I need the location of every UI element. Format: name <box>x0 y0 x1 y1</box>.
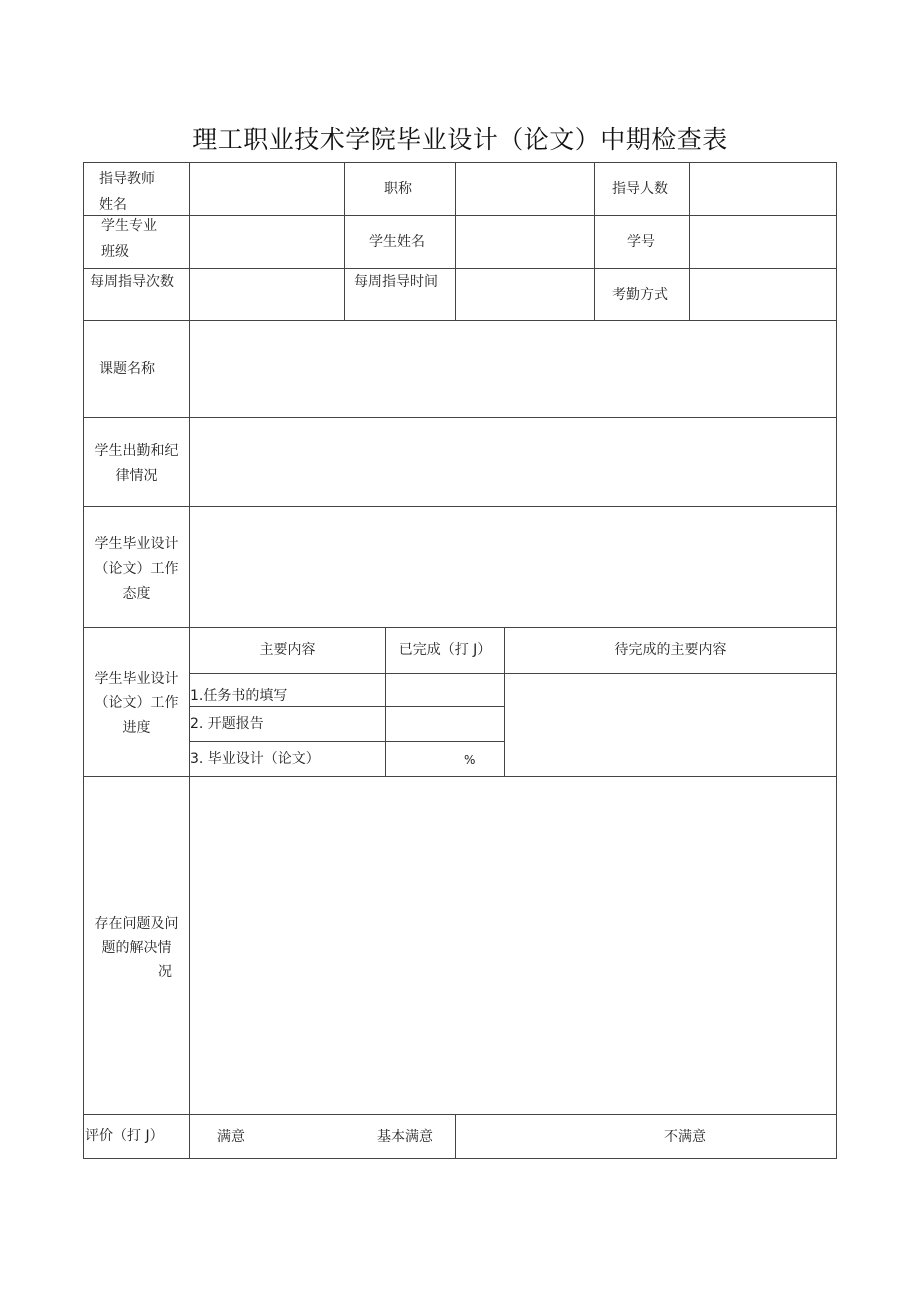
col-divider <box>594 162 595 321</box>
work-progress-label: 进度 <box>122 720 151 736</box>
advisor-name-label: 指导教师 <box>99 171 155 187</box>
progress-col-todo-header: 待完成的主要内容 <box>614 642 727 658</box>
progress-item: 1.任务书的填写 <box>190 688 288 704</box>
page-title: 理工职业技术学院毕业设计（论文）中期检查表 <box>192 125 728 154</box>
progress-item: 3. 毕业设计（论文） <box>190 751 320 767</box>
row-divider <box>83 1114 837 1115</box>
work-attitude-label: 态度 <box>122 586 151 602</box>
weekly-hours-field[interactable] <box>456 269 594 320</box>
weekly-times-label: 每周指导次数 <box>90 274 174 290</box>
progress-todo-field[interactable] <box>505 674 836 776</box>
evaluation-unsatisfied-option[interactable]: 不满意 <box>664 1129 706 1145</box>
progress-done-cell[interactable] <box>386 707 504 741</box>
weekly-times-field[interactable] <box>190 269 344 320</box>
weekly-hours-label: 每周指导时间 <box>354 274 438 290</box>
issues-label: 存在问题及问 <box>94 916 179 932</box>
work-progress-label: （论文）工作 <box>94 695 179 711</box>
attendance-discipline-label: 律情况 <box>115 468 158 484</box>
attendance-discipline-label: 学生出勤和纪 <box>94 443 179 459</box>
major-class-label: 班级 <box>101 244 129 260</box>
attendance-method-label: 考勤方式 <box>612 287 668 303</box>
issues-label: 况 <box>158 964 172 980</box>
work-progress-label: 学生毕业设计 <box>94 671 179 687</box>
major-class-field[interactable] <box>190 216 344 268</box>
evaluation-basically-satisfied-option[interactable]: 基本满意 <box>377 1129 433 1145</box>
col-divider <box>344 162 345 321</box>
evaluation-label: 评价（打 J） <box>85 1128 164 1144</box>
col-divider <box>455 1114 456 1159</box>
progress-item: 2. 开题报告 <box>190 716 264 732</box>
job-title-field[interactable] <box>456 163 594 215</box>
topic-field[interactable] <box>190 321 836 417</box>
progress-done-cell[interactable] <box>386 674 504 706</box>
work-attitude-label: 学生毕业设计 <box>94 536 179 552</box>
work-attitude-field[interactable] <box>190 507 836 627</box>
advisor-name-field[interactable] <box>190 163 344 215</box>
row-divider <box>190 741 505 742</box>
student-id-field[interactable] <box>690 216 836 268</box>
student-id-label: 学号 <box>627 234 655 250</box>
major-class-label: 学生专业 <box>101 218 157 234</box>
student-name-label: 学生姓名 <box>369 234 425 250</box>
progress-col-main-header: 主要内容 <box>259 642 316 658</box>
num-advised-label: 指导人数 <box>612 181 668 197</box>
student-name-field[interactable] <box>456 216 594 268</box>
progress-done-percent[interactable]: % <box>464 753 476 767</box>
progress-col-done-header: 已完成（打 J） <box>398 642 492 658</box>
work-attitude-label: （论文）工作 <box>94 561 179 577</box>
job-title-label: 职称 <box>384 181 412 197</box>
issues-field[interactable] <box>190 777 836 1114</box>
evaluation-satisfied-option[interactable]: 满意 <box>217 1129 245 1145</box>
attendance-discipline-field[interactable] <box>190 418 836 506</box>
issues-label: 题的解决情 <box>101 940 172 956</box>
num-advised-field[interactable] <box>690 163 836 215</box>
row-divider <box>83 627 837 628</box>
attendance-method-field[interactable] <box>690 269 836 320</box>
topic-label: 课题名称 <box>99 361 155 377</box>
advisor-name-label: 姓名 <box>99 197 127 213</box>
